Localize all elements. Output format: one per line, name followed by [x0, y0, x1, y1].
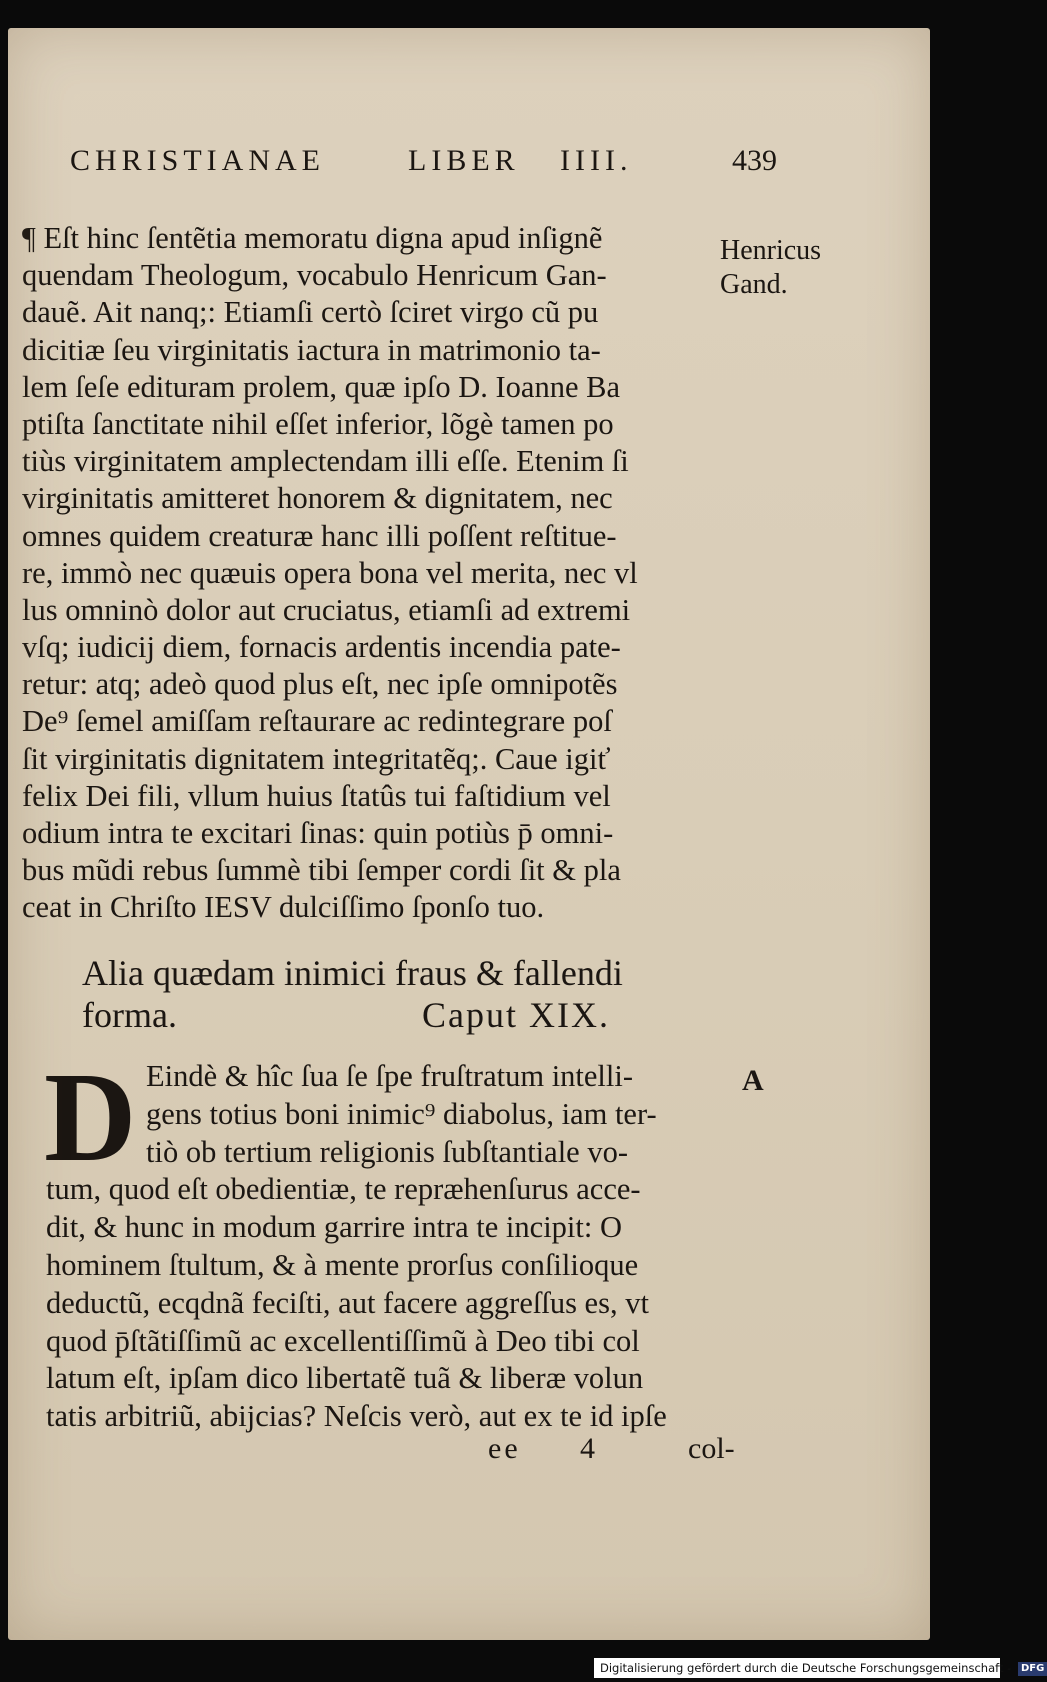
text-line: lem ſeſe edituram prolem, quæ ipſo D. Ioanne Ba	[22, 369, 620, 404]
chapter-number: Caput XIX.	[422, 995, 610, 1035]
running-head-title: CHRISTIANAE	[70, 144, 325, 177]
marginal-note-line: Henricus	[720, 235, 822, 266]
text-line: tatis arbitriũ, abijcias? Neſcis verò, aut ex te id ipſe	[46, 1399, 667, 1434]
text-line: dit, & hunc in modum garrire intra te incipit: O	[46, 1210, 622, 1245]
chapter-heading-forma: forma.	[82, 995, 177, 1035]
signature-number: 4	[580, 1432, 595, 1465]
text-line: ptiſta ſanctitate nihil eſſet inferior, lõgè tamen po	[22, 406, 614, 441]
digitization-credit	[594, 1658, 1045, 1678]
text-line: gens totius boni inimic⁹ diabolus, iam ter-	[146, 1096, 657, 1131]
margin-section-letter: A	[742, 1064, 764, 1097]
text-line: tiò ob tertium religionis ſubſtantiale vo-	[146, 1134, 628, 1169]
running-head-book-number: IIII.	[560, 144, 633, 177]
text-line: odium intra te excitari ſinas: quin potiùs p̄ omni-	[22, 816, 614, 850]
chapter-heading-line: Alia quædam inimici fraus & fallendi	[82, 953, 623, 993]
text-line: Eindè & hîc ſua ſe ſpe fruſtratum intelli-	[146, 1059, 634, 1093]
text-line: deductũ, ecqdnã feciſti, aut facere aggreſſus es, vt	[46, 1285, 649, 1320]
credit-text: Digitalisierung gefördert durch die Deutsche Forschungsgemeinschaft -	[600, 1661, 1012, 1675]
chapter-paragraph	[44, 1046, 746, 1436]
marginal-note-line: Gand.	[720, 269, 788, 300]
dfg-logo: DFG	[1018, 1662, 1047, 1676]
text-line: felix Dei fili, vllum huius ſtatûs tui faſtidium vel	[22, 778, 611, 813]
signature-line	[488, 1432, 748, 1472]
marginal-note	[720, 234, 860, 302]
drop-capital: D	[44, 1046, 137, 1188]
text-line: ſit virginitatis dignitatem integritatẽq;. Caue igiť	[22, 741, 611, 776]
text-line: vſq; iudicij diem, fornacis ardentis incendia pate-	[22, 630, 621, 665]
text-line: latum eſt, ipſam dico libertatẽ tuã & liberæ volun	[46, 1361, 644, 1396]
text-line: dauẽ. Ait nanq;: Etiamſi certò ſciret virgo cũ pu	[22, 295, 599, 330]
text-line: hominem ſtultum, & à mente prorſus conſilioque	[46, 1247, 639, 1282]
text-line: De⁹ ſemel amiſſam reſtaurare ac redintegrare poſ	[22, 704, 612, 739]
text-line: tiùs virginitatem amplectendam illi eſſe. Etenim ſi	[22, 444, 629, 479]
signature-mark: ee	[488, 1432, 521, 1465]
chapter-heading-line	[82, 994, 742, 1036]
running-head-liber: LIBER	[408, 144, 520, 177]
text-line: retur: atq; adeò quod plus eſt, nec ipſe omnipotẽs	[22, 667, 618, 702]
text-line: virginitatis amitteret honorem & dignitatem, nec	[22, 481, 613, 516]
running-head	[60, 144, 780, 194]
main-paragraph	[22, 220, 722, 927]
text-line: re, immò nec quæuis opera bona vel merita, nec vl	[22, 555, 638, 590]
text-line: lus omninò dolor aut cruciatus, etiamſi ad extremi	[22, 592, 631, 627]
page-number: 439	[732, 144, 777, 177]
text-line: quendam Theologum, vocabulo Henricum Gan-	[22, 258, 607, 293]
text-line: tum, quod eſt obedientiæ, te repræhenſurus acce-	[46, 1172, 641, 1207]
text-line: quod p̄ſtãtiſſimũ ac excellentiſſimũ à Deo tibi col	[46, 1323, 640, 1358]
text-line: dicitiæ ſeu virginitatis iactura in matrimonio ta-	[22, 332, 601, 367]
text-line: ceat in Chriſto IESV dulciſſimo ſponſo tuo.	[22, 890, 545, 925]
text-line: ¶ Eſt hinc ſentẽtia memoratu digna apud inſignẽ	[22, 221, 603, 255]
catchword: col-	[688, 1432, 735, 1465]
chapter-heading	[82, 952, 742, 1036]
book-page	[8, 28, 930, 1640]
text-line: bus mũdi rebus ſummè tibi ſemper cordi ſit & pla	[22, 853, 621, 888]
text-line: omnes quidem creaturæ hanc illi poſſent reſtitue-	[22, 518, 617, 553]
